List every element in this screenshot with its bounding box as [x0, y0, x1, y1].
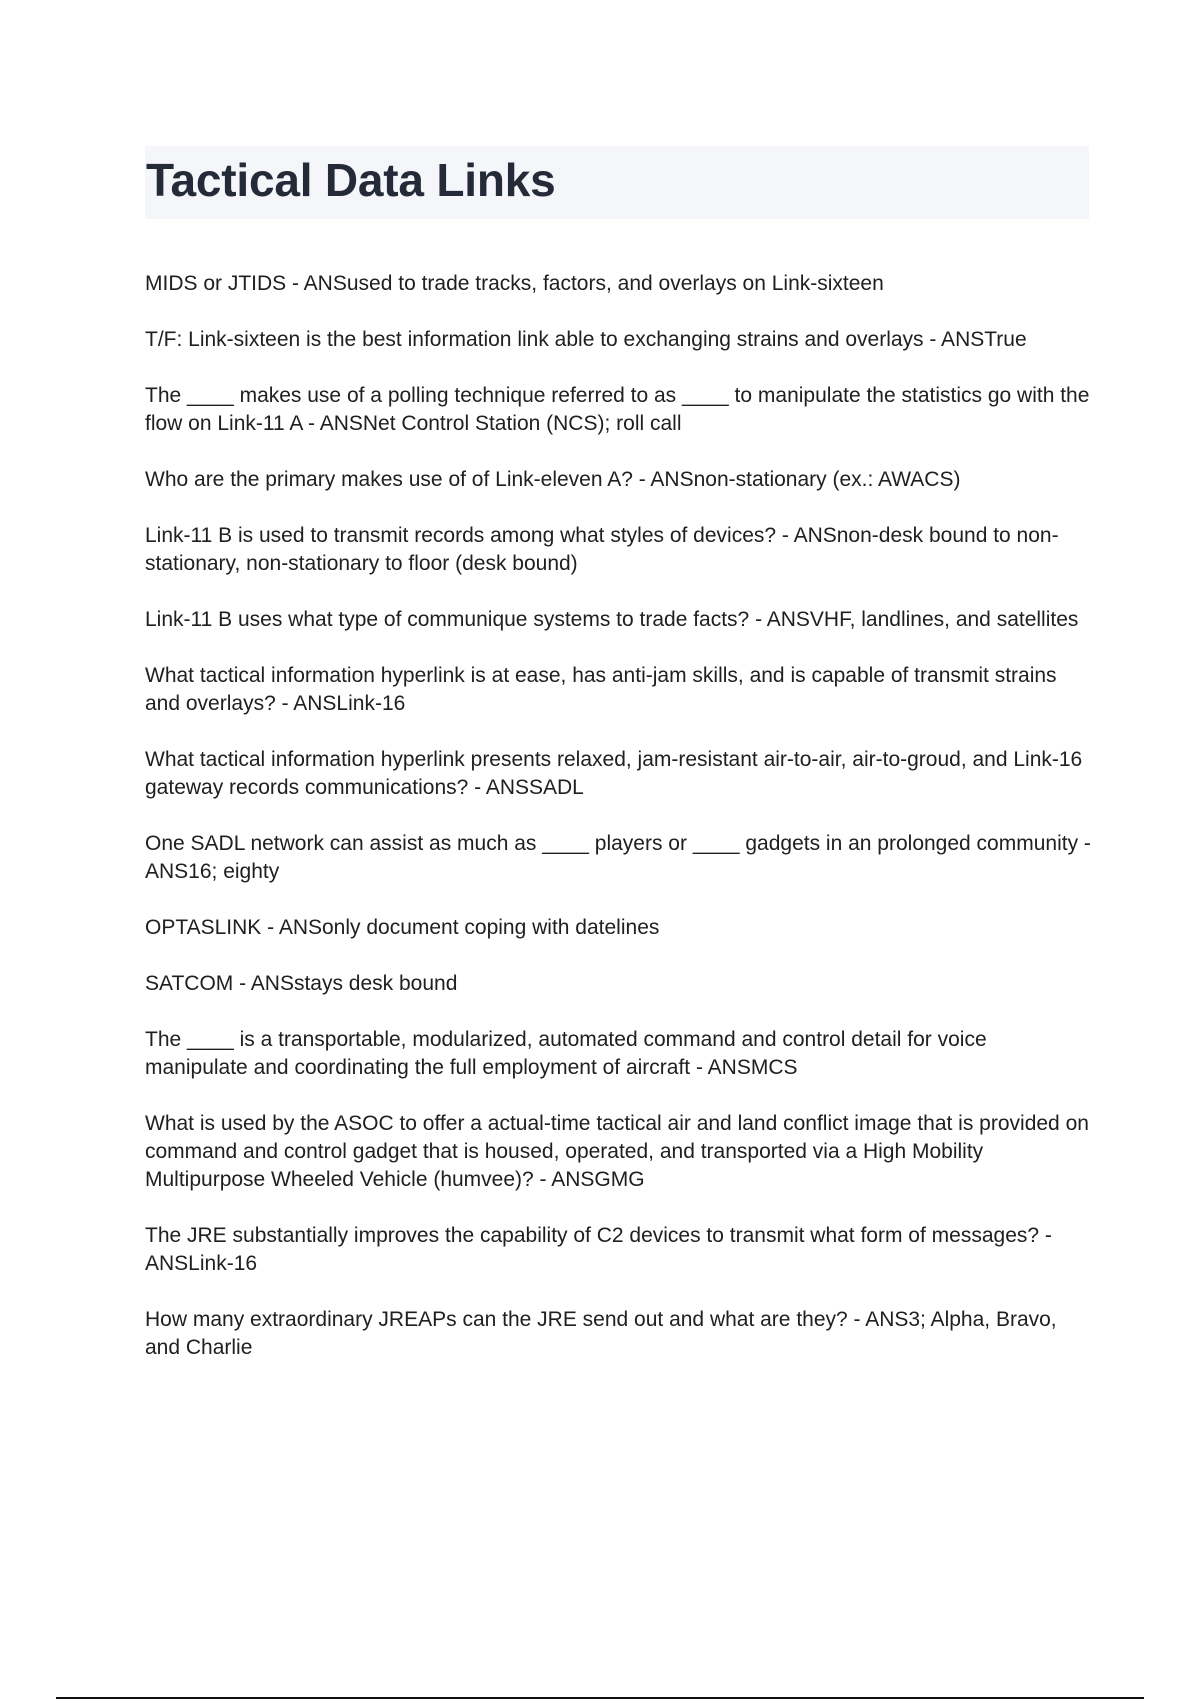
qa-item: One SADL network can assist as much as ____ players or ____ gadgets in an prolonged community - ANS16; eighty [145, 832, 1091, 883]
qa-item: The ____ makes use of a polling technique referred to as ____ to manipulate the statistics go with the flow on Link-11 A - ANSNet Control Station (NCS); roll call [145, 384, 1090, 435]
qa-item: What is used by the ASOC to offer a actual-time tactical air and land conflict image that is provided on command and control gadget that is housed, operated, and transported via a High Mobility Multipurpose Wheeled Vehicle (humvee)? - ANSGMG [145, 1112, 1089, 1191]
qa-item: Who are the primary makes use of of Link-eleven A? - ANSnon-stationary (ex.: AWACS) [145, 468, 961, 491]
qa-item: Link-11 B uses what type of communique systems to trade facts? - ANSVHF, landlines, and satellites [145, 608, 1079, 631]
qa-item: What tactical information hyperlink is at ease, has anti-jam skills, and is capable of transmit strains and overlays? - ANSLink-16 [145, 664, 1057, 715]
qa-item: Link-11 B is used to transmit records among what styles of devices? - ANSnon-desk bound to non-stationary, non-stationary to floor (desk bound) [145, 524, 1059, 575]
qa-item: The ____ is a transportable, modularized, automated command and control detail for voice manipulate and coordinating the full employment of aircraft - ANSMCS [145, 1028, 987, 1079]
footer-divider [56, 1697, 1144, 1699]
qa-item: What tactical information hyperlink presents relaxed, jam-resistant air-to-air, air-to-groud, and Link-16 gateway records communications? - ANSSADL [145, 748, 1083, 799]
qa-item: MIDS or JTIDS - ANSused to trade tracks, factors, and overlays on Link-sixteen [145, 272, 884, 295]
page-title: Tactical Data Links [146, 154, 556, 206]
qa-item: The JRE substantially improves the capability of C2 devices to transmit what form of messages? - ANSLink-16 [145, 1224, 1052, 1275]
qa-item: T/F: Link-sixteen is the best information link able to exchanging strains and overlays - ANSTrue [145, 328, 1027, 351]
qa-item: How many extraordinary JREAPs can the JRE send out and what are they? - ANS3; Alpha, Bravo, and Charlie [145, 1308, 1057, 1359]
title-banner [145, 146, 1089, 219]
qa-list [145, 270, 1095, 1390]
qa-item: SATCOM - ANSstays desk bound [145, 972, 458, 995]
qa-item: OPTASLINK - ANSonly document coping with datelines [145, 916, 660, 939]
